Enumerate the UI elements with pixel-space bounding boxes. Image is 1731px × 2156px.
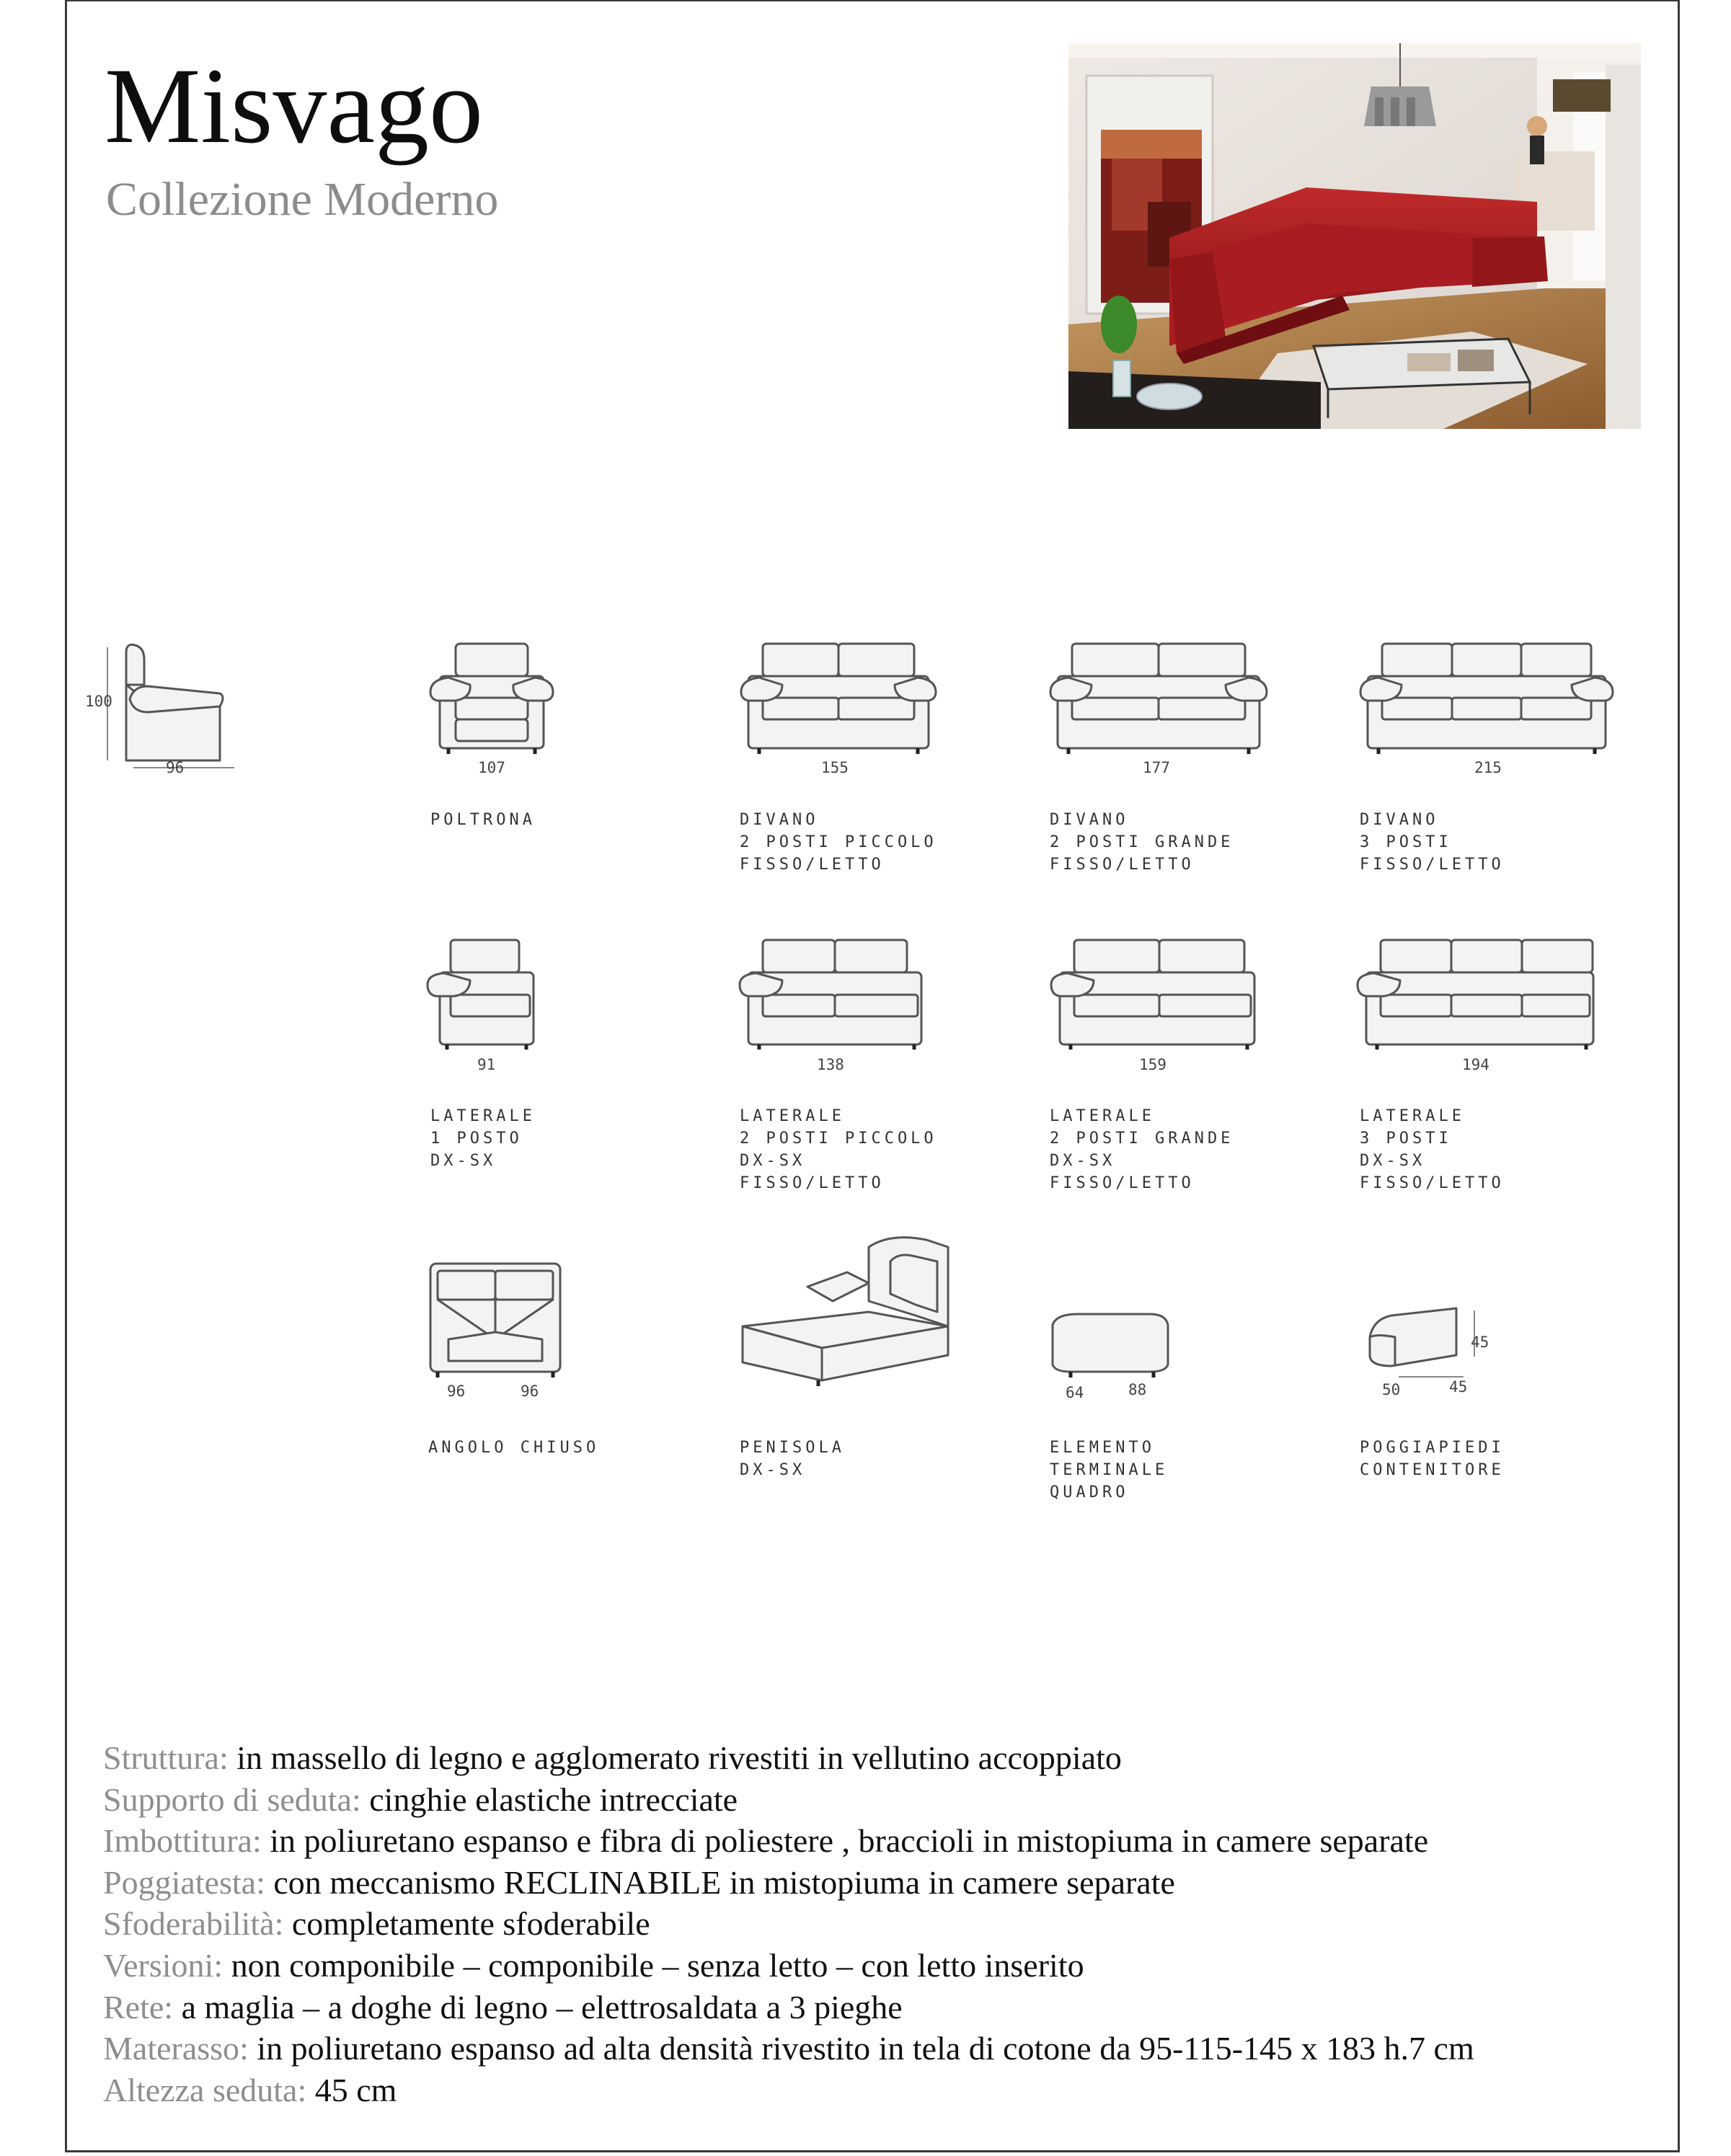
- spec-row: [103, 1779, 1474, 1821]
- label-poltrona: POLTRONA: [430, 811, 536, 829]
- divano-2p-grande-drawing: [1047, 640, 1270, 763]
- poltrona-drawing: [427, 640, 557, 763]
- label-divano-2p-grande: DIVANO 2 POSTI GRANDE FISSO/LETTO: [1050, 811, 1234, 874]
- dim-depth-right: 96: [521, 1383, 539, 1400]
- laterale-1p-drawing: [425, 937, 548, 1056]
- spec-key: Rete:: [103, 1988, 174, 2026]
- label-elemento-terminale: ELEMENTO TERMINALE QUADRO: [1050, 1439, 1169, 1501]
- laterale-3p-drawing: [1355, 937, 1597, 1056]
- spec-row: [103, 1903, 1474, 1945]
- label-laterale-3p: LATERALE 3 POSTI DX-SX FISSO/LETTO: [1360, 1107, 1505, 1192]
- label-angolo-chiuso: ANGOLO CHIUSO: [428, 1439, 600, 1457]
- dim-depth: 96: [166, 759, 185, 776]
- spec-key: Struttura:: [103, 1739, 229, 1776]
- spec-key: Altezza seduta:: [103, 2071, 307, 2108]
- divano-2p-piccolo-drawing: [738, 640, 939, 763]
- dim-width: 159: [1139, 1056, 1166, 1073]
- spec-key: Poggiatesta:: [103, 1863, 265, 1901]
- collection-subtitle: Collezione Moderno: [106, 173, 499, 226]
- spec-value: con meccanismo RECLINABILE in mistopiuma in camere separate: [273, 1863, 1175, 1901]
- spec-row: [103, 2028, 1474, 2070]
- elemento-terminale-drawing: [1049, 1310, 1172, 1383]
- spec-value: a maglia – a doghe di legno – elettrosaldata a 3 pieghe: [181, 1988, 903, 2026]
- dim-width: 50: [1382, 1381, 1401, 1398]
- spec-key: Imbottitura:: [103, 1822, 262, 1860]
- spec-key: Materasso:: [103, 2030, 249, 2067]
- side-view-drawing: [105, 634, 242, 778]
- dim-height: 100: [85, 693, 112, 710]
- spec-row: [103, 1820, 1474, 1862]
- label-poggiapiedi: POGGIAPIEDI CONTENITORE: [1360, 1439, 1505, 1479]
- spec-row: [103, 1987, 1474, 2028]
- spec-key: Versioni:: [103, 1946, 223, 1984]
- dim-width: 91: [477, 1056, 496, 1073]
- spec-row: [103, 1737, 1474, 1779]
- dim-width: 155: [821, 759, 849, 776]
- spec-key: Supporto di seduta:: [103, 1780, 361, 1818]
- product-title: Misvago: [105, 46, 483, 166]
- spec-row: [103, 1862, 1474, 1904]
- spec-value: completamente sfoderabile: [291, 1905, 650, 1943]
- spec-key: Sfoderabilità:: [103, 1905, 284, 1943]
- dim-width: 88: [1128, 1381, 1147, 1398]
- spec-value: in poliuretano espanso ad alta densità rivestito in tela di cotone da 95-115-145 x 183 h.7 cm: [257, 2030, 1474, 2067]
- room-photo: [1068, 43, 1641, 429]
- label-laterale-2p-piccolo: LATERALE 2 POSTI PICCOLO DX-SX FISSO/LETTO: [740, 1107, 937, 1192]
- label-divano-3p: DIVANO 3 POSTI FISSO/LETTO: [1360, 811, 1505, 874]
- spec-value: in massello di legno e agglomerato rivestiti in vellutino accoppiato: [236, 1739, 1122, 1776]
- laterale-2p-grande-drawing: [1049, 937, 1258, 1056]
- spec-value: non componibile – componibile – senza letto – con letto inserito: [231, 1946, 1084, 1984]
- label-laterale-1p: LATERALE 1 POSTO DX-SX: [430, 1107, 536, 1170]
- dim-width: 107: [478, 759, 505, 776]
- penisola-drawing: [739, 1233, 955, 1388]
- dim-width: 215: [1474, 759, 1502, 776]
- spec-value: cinghie elastiche intrecciate: [369, 1780, 738, 1818]
- divano-3p-drawing: [1357, 640, 1616, 763]
- specs-list: [103, 1737, 1474, 2111]
- dim-depth: 64: [1066, 1384, 1084, 1401]
- label-divano-2p-piccolo: DIVANO 2 POSTI PICCOLO FISSO/LETTO: [740, 811, 937, 874]
- spec-value: in poliuretano espanso e fibra di poliestere , braccioli in mistopiuma in camere separate: [270, 1822, 1429, 1860]
- dim-width: 177: [1143, 759, 1170, 776]
- spec-row: [103, 2070, 1474, 2111]
- dim-depth-left: 96: [447, 1383, 466, 1400]
- laterale-2p-piccolo-drawing: [738, 937, 925, 1056]
- dim-height: 45: [1471, 1334, 1489, 1351]
- dim-width: 194: [1462, 1056, 1489, 1073]
- spec-row: [103, 1945, 1474, 1987]
- label-laterale-2p-grande: LATERALE 2 POSTI GRANDE DX-SX FISSO/LETTO: [1050, 1107, 1234, 1192]
- spec-value: 45 cm: [314, 2071, 397, 2108]
- label-penisola: PENISOLA DX-SX: [740, 1439, 845, 1479]
- dim-width: 138: [817, 1056, 844, 1073]
- angolo-chiuso-drawing: [427, 1260, 564, 1383]
- dim-depth: 45: [1449, 1378, 1468, 1396]
